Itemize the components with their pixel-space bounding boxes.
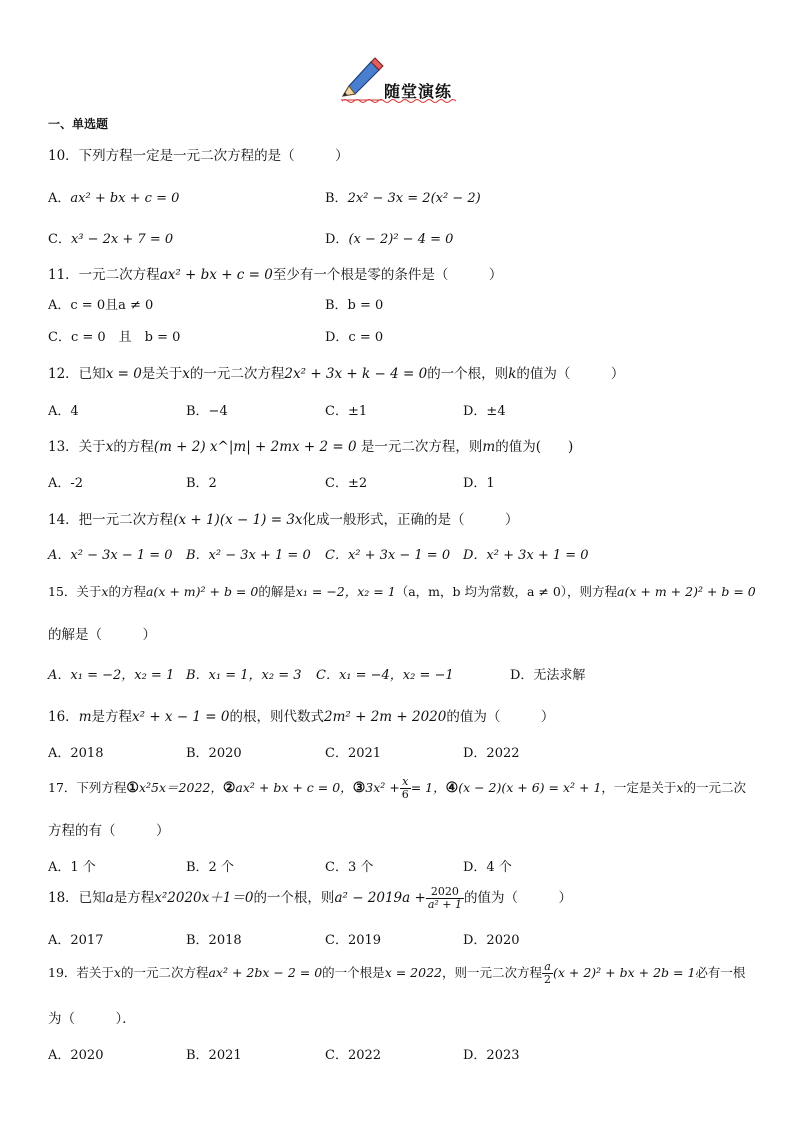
- q12-option-b[interactable]: B．−4: [186, 404, 228, 419]
- section-title: 一、单选题: [48, 117, 109, 131]
- q10-option-d[interactable]: [325, 228, 453, 247]
- option-label: C．: [48, 232, 71, 247]
- stem-text: 化成一般形式，正确的是（ ）: [302, 512, 519, 528]
- q14-option-a[interactable]: A．x² − 3x − 1 = 0: [48, 548, 173, 563]
- q18-option-a[interactable]: A．2017: [48, 933, 104, 948]
- stem-expr: (x + 2)² + bx + 2b = 1: [553, 965, 696, 980]
- stem-text: 是方程: [113, 890, 155, 906]
- question-19-stem-line2: 为（ ）．: [48, 1011, 136, 1027]
- stem-text: 是方程: [91, 709, 132, 725]
- q10-a-expr: ax² + bx + c = 0: [70, 191, 180, 206]
- circled-number: ①: [126, 780, 139, 796]
- stem-expr: (x − 2)(x + 6) = x² + 1: [458, 780, 602, 795]
- circled-number: ③: [352, 780, 366, 796]
- stem-var: x: [105, 439, 114, 455]
- q16-option-a[interactable]: A．2018: [48, 746, 104, 761]
- stem-expr: x²5x＝2022，: [138, 780, 223, 795]
- stem-expr: 2m² + 2m + 2020: [324, 709, 447, 725]
- stem-var: x: [182, 366, 190, 382]
- stem-expr: = 1，: [410, 780, 446, 795]
- stem-expr: x = 0: [105, 366, 142, 382]
- q16-option-b[interactable]: B．2020: [186, 746, 242, 761]
- numerator: 2020: [426, 886, 464, 899]
- q13-option-c[interactable]: C．±2: [325, 476, 368, 491]
- q15-option-d[interactable]: D．无法求解: [510, 668, 586, 683]
- stem-expr: a(x + m + 2)² + b = 0: [617, 584, 756, 599]
- stem-expr: a² − 2019a +: [334, 890, 426, 906]
- q15-option-c[interactable]: C．x₁ = −4，x₂ = −1: [316, 668, 454, 683]
- stem-text: 的一个根，则: [427, 366, 509, 382]
- option-label: A．: [48, 191, 71, 206]
- q12-option-a[interactable]: A．4: [48, 404, 79, 419]
- stem-text: 14．把一元二次方程: [48, 512, 174, 528]
- denominator: 2: [544, 973, 551, 986]
- q10-d-expr: (x − 2)² − 4 = 0: [348, 232, 454, 247]
- circled-number: ②: [222, 780, 236, 796]
- q19-option-d[interactable]: D．2023: [463, 1048, 520, 1063]
- q12-option-c[interactable]: C．±1: [325, 404, 368, 419]
- stem-text: 的方程: [113, 439, 154, 455]
- stem-text: 的一个根，则: [253, 890, 335, 906]
- stem-text: 必有一根: [695, 965, 746, 980]
- q13-option-b[interactable]: B．2: [186, 476, 217, 491]
- q10-option-b[interactable]: [325, 187, 481, 206]
- stem-text: 16．: [48, 709, 79, 725]
- stem-text: 的一元二次方程: [189, 366, 285, 382]
- stem-text: 11．一元二次方程: [48, 267, 160, 283]
- numerator: a: [542, 961, 553, 974]
- stem-expr: 3x² +: [365, 780, 400, 795]
- q11-option-d[interactable]: D．c = 0: [325, 330, 384, 345]
- question-11-stem: [48, 263, 502, 283]
- stem-text: 的值为（ ）: [516, 366, 625, 382]
- question-12-stem: [48, 362, 624, 382]
- stem-text: 18．已知: [48, 890, 106, 906]
- stem-expr: ax² + 2bx − 2 = 0: [208, 965, 323, 980]
- stem-var: k: [508, 366, 517, 382]
- question-10-stem: 10．下列方程一定是一元二次方程的是（ ）: [48, 148, 349, 164]
- stem-var: x: [676, 780, 684, 795]
- q19-option-c[interactable]: C．2022: [325, 1048, 382, 1063]
- stem-text: ，一定是关于: [601, 780, 677, 795]
- stem-text: 19．若关于: [48, 965, 114, 980]
- question-15-stem-line2: 的解是（ ）: [48, 627, 156, 643]
- stem-var: m: [482, 439, 496, 455]
- q17-option-b[interactable]: B．2 个: [186, 860, 234, 875]
- title-underline: [342, 98, 457, 104]
- q19-option-a[interactable]: A．2020: [48, 1048, 104, 1063]
- q17-option-a[interactable]: A．1 个: [48, 860, 96, 875]
- q19-option-b[interactable]: B．2021: [186, 1048, 242, 1063]
- q16-option-c[interactable]: C．2021: [325, 746, 382, 761]
- stem-var: m: [78, 709, 92, 725]
- q13-option-d[interactable]: D．1: [463, 476, 495, 491]
- question-17-stem: [48, 776, 746, 801]
- stem-var: a: [105, 890, 114, 906]
- stem-text: 的值为（ ）: [446, 709, 555, 725]
- q14-option-b[interactable]: B．x² − 3x + 1 = 0: [186, 548, 311, 563]
- page-title: 随堂演练: [384, 82, 453, 101]
- q11-option-c[interactable]: C．c = 0 且 b = 0: [48, 330, 181, 345]
- stem-text: 的一个根是: [322, 965, 385, 980]
- question-16-stem: [48, 705, 554, 725]
- denominator: a² + 1: [427, 898, 462, 911]
- stem-text: 至少有一个根是零的条件是（ ）: [272, 267, 503, 283]
- option-label: B．: [325, 191, 348, 206]
- q17-option-d[interactable]: D．4 个: [463, 860, 512, 875]
- stem-text: 的一元二次: [683, 780, 746, 795]
- stem-text: 的值为（ ）: [464, 890, 572, 906]
- question-13-stem: [48, 435, 573, 455]
- stem-text: （a，m，b 均为常数，a ≠ 0），则方程: [395, 584, 618, 599]
- q13-option-a[interactable]: A．-2: [48, 476, 84, 491]
- stem-expr: x²2020x＋1＝0: [154, 890, 254, 906]
- stem-text: 的一元二次方程: [120, 965, 209, 980]
- question-19-stem: [48, 961, 745, 986]
- stem-text: 17．下列方程: [48, 780, 127, 795]
- question-17-stem-line2: 方程的有（ ）: [48, 823, 170, 839]
- q10-option-a[interactable]: [48, 187, 179, 206]
- question-14-stem: [48, 508, 519, 528]
- question-15-stem: [48, 582, 756, 600]
- q12-option-d[interactable]: D．±4: [463, 404, 506, 419]
- q18-option-c[interactable]: C．2019: [325, 933, 382, 948]
- denominator: 6: [401, 788, 409, 801]
- option-label: D．: [325, 232, 349, 247]
- stem-expr: x² + x − 1 = 0: [132, 709, 230, 725]
- stem-text: 是关于: [141, 366, 183, 382]
- q15-option-a[interactable]: A．x₁ = −2，x₂ = 1: [48, 668, 175, 683]
- stem-expr: (x + 1)(x − 1) = 3x: [173, 512, 303, 528]
- stem-expr: a(x + m)² + b = 0: [145, 584, 259, 599]
- stem-expr: x = 2022: [384, 965, 442, 980]
- stem-expr: ax² + bx + c = 0，: [235, 780, 353, 795]
- fraction: [400, 776, 411, 801]
- stem-text: 是一元二次方程，则: [360, 439, 483, 455]
- stem-text: 的方程: [108, 584, 146, 599]
- stem-text: 12．已知: [48, 366, 106, 382]
- question-18-stem: [48, 886, 572, 911]
- stem-expr: ax² + bx + c = 0: [159, 267, 273, 283]
- circled-number: ④: [445, 780, 459, 796]
- stem-text: 的根，则代数式: [229, 709, 324, 725]
- q10-b-expr: 2x² − 3x = 2(x² − 2): [347, 191, 481, 206]
- stem-text: 的解是: [258, 584, 296, 599]
- q10-c-expr: x³ − 2x + 7 = 0: [70, 232, 174, 247]
- fraction: [542, 961, 553, 986]
- stem-text: 的值为( ): [495, 439, 574, 455]
- q14-option-c[interactable]: C．x² + 3x − 1 = 0: [325, 548, 451, 563]
- q18-option-b[interactable]: B．2018: [186, 933, 242, 948]
- stem-expr: x₁ = −2，x₂ = 1: [295, 584, 396, 599]
- q18-option-d[interactable]: D．2020: [463, 933, 520, 948]
- q15-option-b[interactable]: B．x₁ = 1，x₂ = 3: [186, 668, 302, 683]
- q11-option-a[interactable]: A．c = 0且a ≠ 0: [48, 298, 154, 313]
- fraction: [426, 886, 464, 911]
- stem-text: ，则一元二次方程: [441, 965, 542, 980]
- q16-option-d[interactable]: D．2022: [463, 746, 520, 761]
- q14-option-d[interactable]: D．x² + 3x + 1 = 0: [463, 548, 589, 563]
- q17-option-c[interactable]: C．3 个: [325, 860, 374, 875]
- stem-var: x: [113, 965, 121, 980]
- numerator: x: [400, 776, 411, 789]
- stem-text: 13．关于: [48, 439, 106, 455]
- q10-option-c[interactable]: [48, 228, 173, 247]
- stem-text: 15．关于: [48, 584, 102, 599]
- stem-var: x: [101, 584, 109, 599]
- stem-expr: (m + 2) x^|m| + 2mx + 2 = 0: [153, 439, 357, 455]
- stem-expr: 2x² + 3x + k − 4 = 0: [284, 366, 428, 382]
- q11-option-b[interactable]: B．b = 0: [325, 298, 384, 313]
